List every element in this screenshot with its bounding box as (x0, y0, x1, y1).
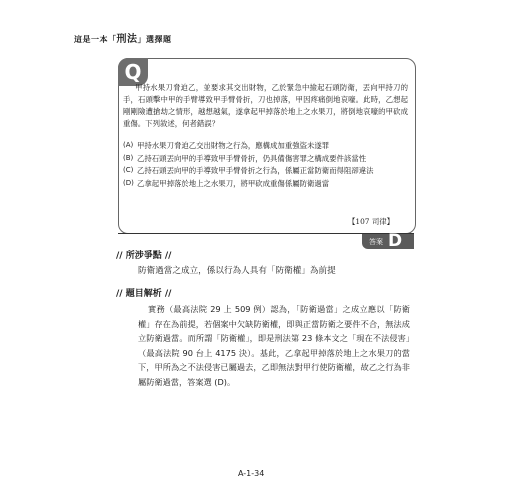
answer-badge (362, 231, 414, 251)
options-list (123, 140, 408, 190)
option-text: 乙持石頭丟向甲的手導致甲手臂骨折，仍具備傷害罪之構成要件該當性 (137, 153, 367, 163)
question-text: 甲持水果刀脅迫乙，並要求其交出財物，乙於緊急中撿起石頭防衛，丟向甲持刀的手，石頭擊中甲的手臂導致甲手臂骨折，刀也掉落，甲因疼痛倒地哀嚎。此時，乙想起剛剛險遭搶劫之情形，越想越氣，遂拿起甲掉落於地上之水果刀，將倒地哀嚎的甲砍成重傷。下列敘述，何者錯誤？ (123, 83, 408, 128)
answer-letter: D (388, 231, 403, 251)
option-marker: (A) (123, 141, 134, 149)
option-c (123, 165, 408, 177)
answer-label: 答案 (369, 238, 383, 246)
option-b (123, 153, 408, 165)
option-text: 甲持水果刀脅迫乙交出財物之行為，應構成加重強盜未遂罪 (137, 141, 330, 150)
question-icon: Q (118, 58, 148, 86)
section-heading-analysis: // 題目解析 // (116, 289, 172, 299)
section-heading-issue: // 所涉爭點 // (116, 251, 172, 261)
option-d (123, 178, 408, 190)
option-text: 乙拿起甲掉落於地上之水果刀，將甲砍成重傷係屬防衛過當 (137, 178, 330, 188)
header-title-word: 刑法 (116, 34, 138, 45)
issue-text: 防衛過當之成立，係以行為人具有「防衛權」為前提 (138, 266, 336, 276)
option-marker: (B) (123, 153, 134, 162)
option-text: 乙持石頭丟向甲的手導致甲手臂骨折之行為，係屬正當防衛而得阻卻違法 (137, 166, 374, 175)
page-number: A-1-34 (238, 469, 265, 478)
analysis-text: 實務（最高法院 29 上 509 例）認為，「防衛過當」之成立應以「防衛權」存在為前提，若個案中欠缺防衛權，即與正當防衛之要件不合，無法成立防衛過當。而所謂「防衛權」，即是刑法第 23 條本文之「現在不法侵害」（最高法院 90 台上 4175 決）。基此，乙拿起甲掉落於地上之水果刀的當下，甲所為之不法侵害已屬過去，乙即無法對甲行使防衛權，故乙之行為非屬防衛過當，答案選 (D)。 (138, 304, 410, 387)
header-prefix: 這是一本「 (74, 35, 117, 44)
option-marker: (C) (123, 166, 134, 174)
option-marker: (D) (123, 178, 134, 187)
running-header (74, 30, 172, 45)
header-suffix: 」選擇題 (137, 35, 172, 44)
option-a (123, 140, 408, 152)
question-source: 【107 司律】 (348, 217, 395, 226)
